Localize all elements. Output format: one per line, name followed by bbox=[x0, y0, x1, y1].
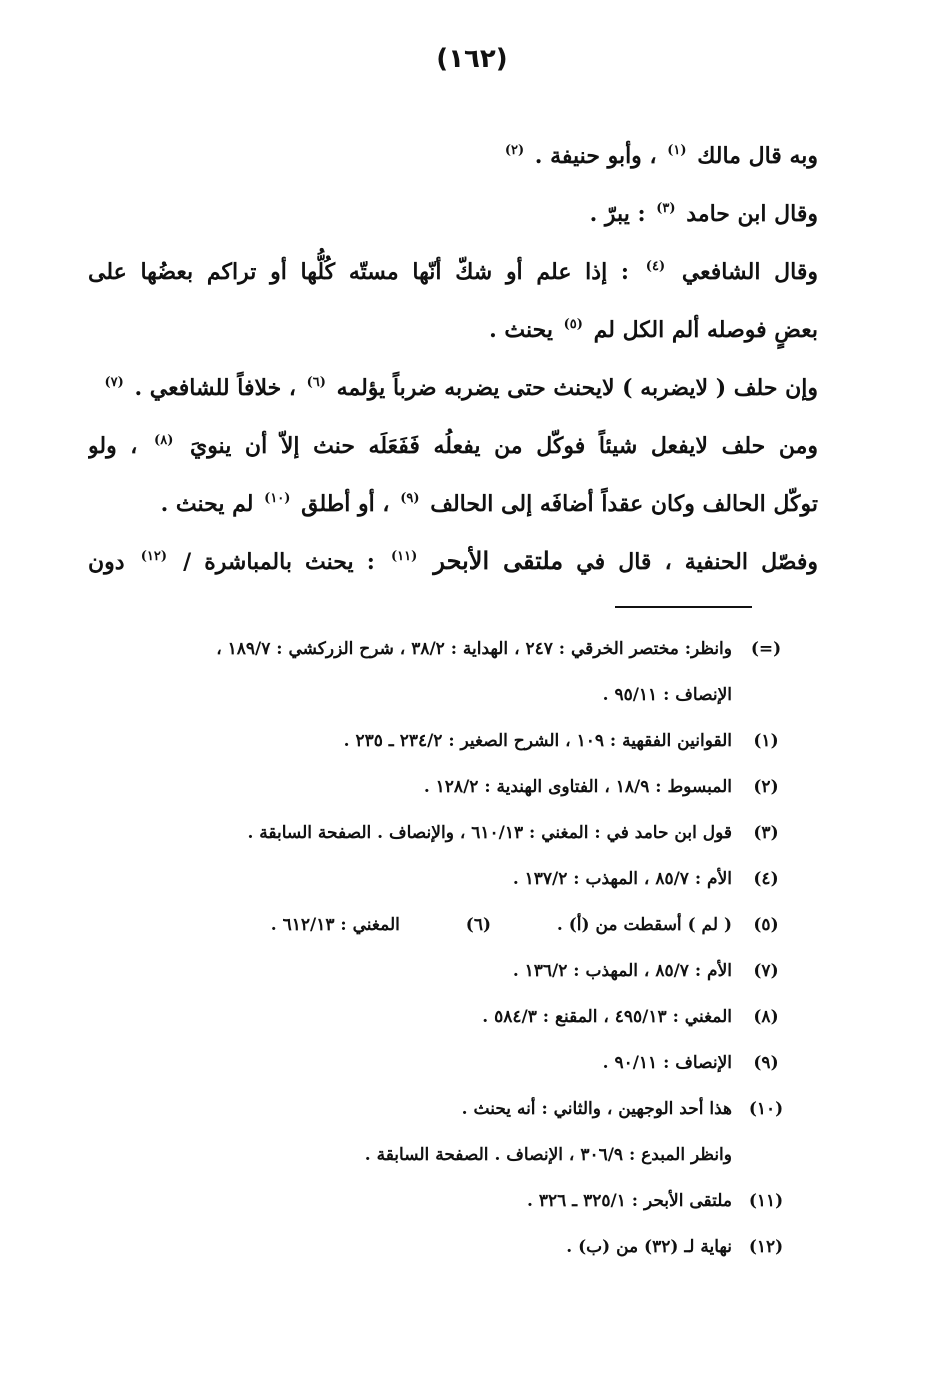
footnote-separator bbox=[615, 606, 752, 608]
footnote bbox=[80, 1040, 800, 1086]
text-segment: بعضٍ فوصله ألم الكل لم bbox=[593, 317, 818, 343]
footnote-number: (٥) bbox=[753, 915, 779, 935]
footnote bbox=[80, 626, 800, 672]
footnote-ref[interactable]: (٨) bbox=[154, 433, 174, 448]
footnote bbox=[80, 1224, 800, 1270]
footnote-text: وانظر: مختصر الخرقي : ٢٤٧ ، الهداية : ٣٨/٢ ، شرح الزركشي : ١٨٩/٧ ، bbox=[216, 639, 732, 659]
text-segment: لم يحنث . bbox=[160, 491, 254, 517]
text-segment: ، خلافاً للشافعي . bbox=[134, 375, 296, 401]
text-segment: وفصّل الحنفية ، قال في bbox=[576, 549, 818, 575]
footnote bbox=[80, 810, 800, 856]
footnote-text: الأم : ٨٥/٧ ، المهذب : ١٣٧/٢ . bbox=[512, 869, 732, 889]
footnote-number: (١) bbox=[753, 731, 779, 751]
footnote-ref[interactable]: (٣) bbox=[656, 201, 676, 216]
footnote-ref[interactable]: (٦) bbox=[306, 375, 326, 390]
text-line bbox=[88, 180, 818, 238]
footnote-text: القوانين الفقهية : ١٠٩ ، الشرح الصغير : ٢٣٤/٢ ـ ٢٣٥ . bbox=[343, 731, 732, 751]
text-segment: وبه قال مالك bbox=[697, 143, 818, 169]
footnote-text: هذا أحد الوجهين ، والثاني : أنه يحنث . bbox=[461, 1099, 732, 1119]
footnote-ref[interactable]: (١٠) bbox=[264, 491, 291, 506]
footnote-ref[interactable]: (١) bbox=[667, 143, 687, 158]
footnote-ref[interactable]: (٥) bbox=[563, 317, 583, 332]
text-line bbox=[88, 296, 818, 354]
text-segment: ومن حلف لايفعل شيئاً فوكّل من يفعلُه فَفَعَلَه حنث إلاّ أن ينويَ bbox=[189, 433, 818, 459]
text-line bbox=[88, 354, 818, 412]
footnote-continuation: الإنصاف : ٩٥/١١ . bbox=[602, 685, 732, 705]
footnote-ref[interactable]: (١٢) bbox=[140, 549, 167, 564]
footnote-number: (٩) bbox=[753, 1053, 779, 1073]
text-segment: ، أو أطلق bbox=[301, 491, 390, 517]
text-line bbox=[88, 238, 818, 296]
footnote-text: الأم : ٨٥/٧ ، المهذب : ١٣٦/٢ . bbox=[512, 961, 732, 981]
main-text bbox=[88, 122, 818, 586]
footnote-text: المغني : ٦١٢/١٣ . bbox=[270, 915, 400, 935]
text-segment: يحنث . bbox=[489, 317, 553, 343]
footnote-number: (٤) bbox=[753, 869, 779, 889]
footnote bbox=[80, 856, 800, 902]
book-title: ملتقى الأبحر bbox=[433, 546, 564, 575]
footnote bbox=[80, 948, 800, 994]
footnote-text: قول ابن حامد في : المغني : ٦١٠/١٣ ، والإنصاف . الصفحة السابقة . bbox=[247, 823, 732, 843]
footnote bbox=[80, 994, 800, 1040]
footnote-number: (١٢) bbox=[748, 1237, 784, 1257]
footnote-ref[interactable]: (٢) bbox=[504, 143, 525, 158]
footnote bbox=[80, 1178, 800, 1224]
footnote-number: (١١) bbox=[748, 1191, 784, 1211]
footnote-number: (٧) bbox=[753, 961, 779, 981]
text-segment: وقال ابن حامد bbox=[686, 201, 818, 227]
footnote-text: نهاية لـ (٣٢) من (ب) . bbox=[566, 1237, 732, 1257]
footnote-continuation: وانظر المبدع : ٣٠٦/٩ ، الإنصاف . الصفحة السابقة . bbox=[364, 1145, 732, 1165]
footnote-number: (١٠) bbox=[748, 1099, 784, 1119]
footnote bbox=[80, 718, 800, 764]
text-segment: : يحنث بالمباشرة / bbox=[183, 549, 375, 575]
footnote-ref[interactable]: (٩) bbox=[400, 491, 420, 506]
footnote-ref[interactable]: (١١) bbox=[390, 549, 418, 564]
footnote-text: المبسوط : ١٨/٩ ، الفتاوى الهندية : ١٢٨/٢ . bbox=[423, 777, 732, 797]
page-number: (١٦٢) bbox=[436, 44, 508, 74]
text-segment: ، وأبو حنيفة . bbox=[534, 143, 657, 169]
text-segment: : إذا علم أو شكّ أنّها مستّه كُلُّها أو تراكم بعضُها على bbox=[88, 259, 630, 285]
footnote-text: ملتقى الأبحر : ٣٢٥/١ ـ ٣٢٦ . bbox=[527, 1191, 732, 1211]
footnote-text: الإنصاف : ٩٠/١١ . bbox=[602, 1053, 732, 1073]
footnote-number: (٣) bbox=[753, 823, 779, 843]
footnote-number: (٦) bbox=[465, 915, 491, 935]
footnote bbox=[80, 902, 800, 948]
footnote bbox=[80, 764, 800, 810]
text-line bbox=[88, 470, 818, 528]
text-segment: وإن حلف ( لايضربه ) لايحنث حتى يضربه ضرباً يؤلمه bbox=[336, 375, 818, 401]
footnote-pair bbox=[80, 902, 732, 948]
footnote-ref[interactable]: (٤) bbox=[645, 259, 666, 274]
text-segment: توكّل الحالف وكان عقداً أضافَه إلى الحالف bbox=[430, 491, 818, 517]
text-line bbox=[88, 412, 818, 470]
text-line bbox=[88, 528, 818, 586]
text-segment: وقال الشافعي bbox=[681, 259, 818, 285]
footnote-text: المغني : ٤٩٥/١٣ ، المقنع : ٥٨٤/٣ . bbox=[482, 1007, 732, 1027]
footnote-number: (٨) bbox=[753, 1007, 779, 1027]
footnote-number: (=) bbox=[750, 639, 782, 659]
text-segment: ، ولو bbox=[88, 433, 138, 459]
footnotes bbox=[80, 626, 800, 1270]
footnote-ref[interactable]: (٧) bbox=[104, 375, 124, 390]
footnote bbox=[80, 1086, 800, 1132]
text-line bbox=[88, 122, 818, 180]
text-segment: : يبرّ . bbox=[589, 201, 646, 227]
footnote-number: (٢) bbox=[753, 777, 779, 797]
footnote-text: ( لم ) أسقطت من (أ) . bbox=[556, 915, 732, 935]
text-segment: دون bbox=[88, 549, 125, 575]
